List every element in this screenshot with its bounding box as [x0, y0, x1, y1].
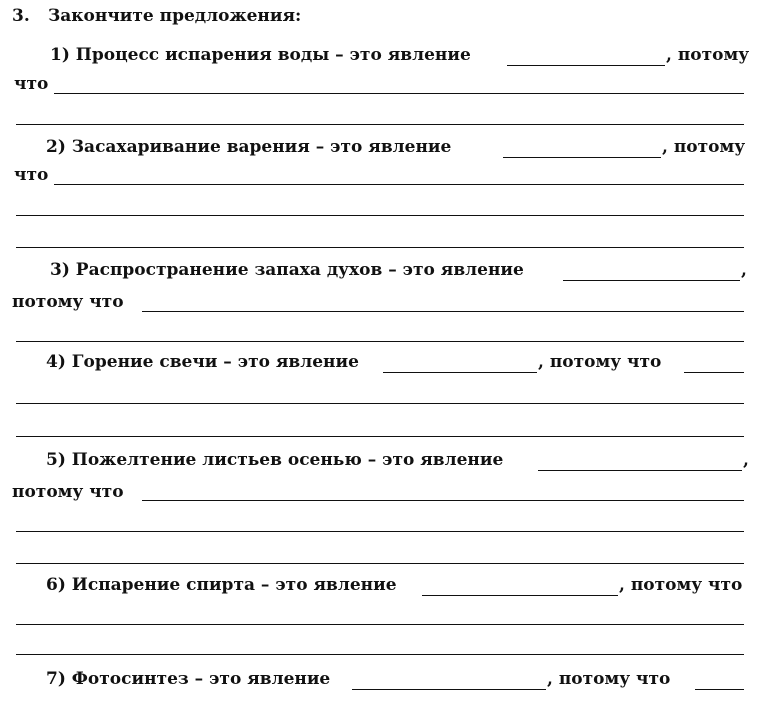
- item-1-reason-line-1[interactable]: [54, 93, 744, 94]
- item-7-mid: , потому что: [547, 669, 671, 689]
- item-1-phenomenon-blank[interactable]: [507, 65, 665, 66]
- item-3-reason-line-2[interactable]: [16, 341, 744, 342]
- item-5-mid: ,: [743, 450, 749, 470]
- item-5-lead: 5) Пожелтение листьев осенью – это явление: [46, 450, 504, 470]
- item-6-phenomenon-blank[interactable]: [422, 595, 618, 596]
- item-2-reason-line-3[interactable]: [16, 247, 744, 248]
- item-4-mid: , потому что: [538, 352, 662, 372]
- item-5-reason-line-3[interactable]: [16, 563, 744, 564]
- item-1-mid: , потому: [666, 45, 750, 65]
- item-2-mid: , потому: [662, 137, 746, 157]
- item-3-lead: 3) Распространение запаха духов – это явление: [50, 260, 524, 280]
- item-5-cont: потому что: [12, 482, 124, 502]
- item-2-cont: что: [14, 165, 49, 185]
- item-6-reason-line-1[interactable]: [16, 624, 744, 625]
- item-3-mid: ,: [741, 260, 747, 280]
- item-4-reason-line-1[interactable]: [684, 372, 744, 373]
- item-4-phenomenon-blank[interactable]: [383, 372, 537, 373]
- item-5-reason-line-2[interactable]: [16, 531, 744, 532]
- item-1-cont: что: [14, 74, 49, 94]
- item-3-phenomenon-blank[interactable]: [563, 280, 740, 281]
- item-2-reason-line-2[interactable]: [16, 215, 744, 216]
- item-7-phenomenon-blank[interactable]: [352, 689, 546, 690]
- task-title: Закончите предложения:: [48, 6, 302, 26]
- item-4-lead: 4) Горение свечи – это явление: [46, 352, 359, 372]
- item-5-reason-line-1[interactable]: [142, 500, 744, 501]
- task-number: 3.: [12, 6, 30, 26]
- item-3-cont: потому что: [12, 292, 124, 312]
- task-heading: [12, 6, 301, 26]
- item-6-reason-line-2[interactable]: [16, 654, 744, 655]
- item-1-reason-line-2[interactable]: [16, 124, 744, 125]
- item-7-lead: 7) Фотосинтез – это явление: [46, 669, 331, 689]
- item-4-reason-line-3[interactable]: [16, 436, 744, 437]
- item-6-mid: , потому что: [619, 575, 743, 595]
- item-2-phenomenon-blank[interactable]: [503, 157, 661, 158]
- item-7-reason-line-1[interactable]: [695, 689, 744, 690]
- item-4-reason-line-2[interactable]: [16, 403, 744, 404]
- item-1-lead: 1) Процесс испарения воды – это явление: [50, 45, 471, 65]
- item-5-phenomenon-blank[interactable]: [538, 470, 742, 471]
- item-6-lead: 6) Испарение спирта – это явление: [46, 575, 397, 595]
- item-2-reason-line-1[interactable]: [54, 184, 744, 185]
- item-2-lead: 2) Засахаривание варения – это явление: [46, 137, 452, 157]
- item-3-reason-line-1[interactable]: [142, 311, 744, 312]
